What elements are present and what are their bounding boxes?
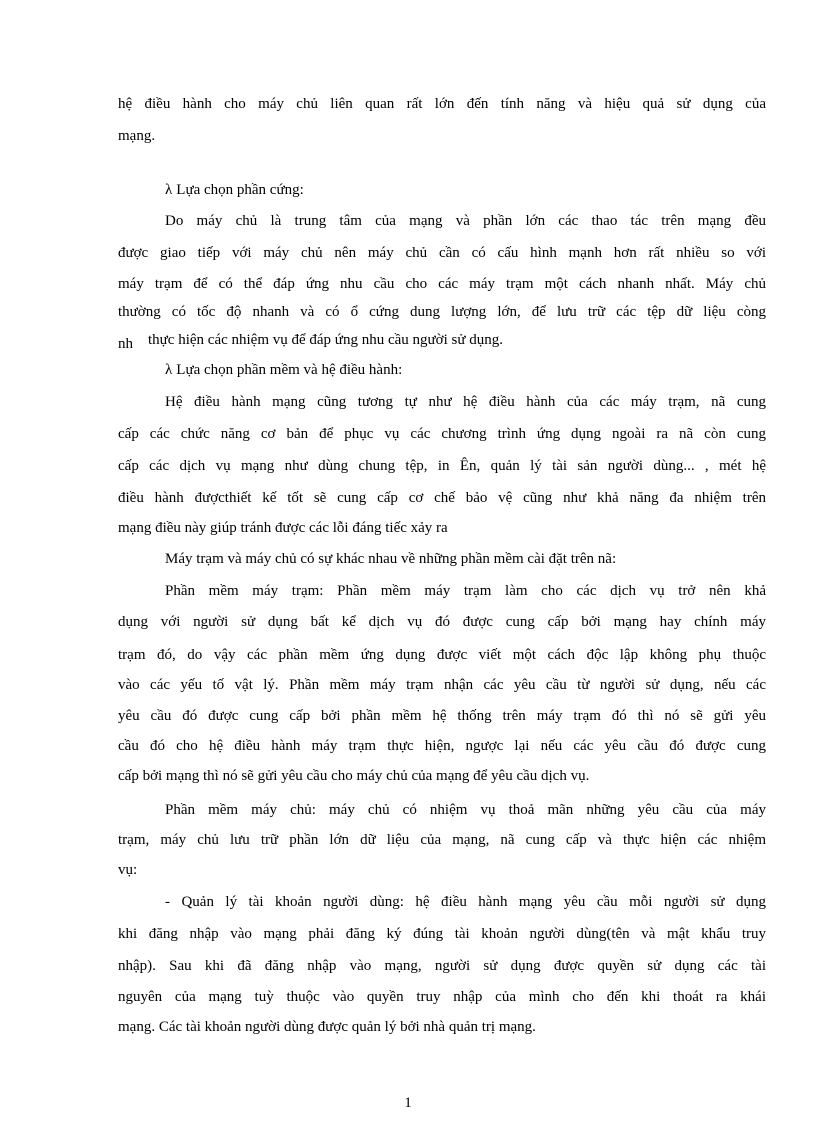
paragraph-line: Máy trạm và máy chủ có sự khác nhau về những phần mềm cài đặt trên nã: (165, 551, 617, 567)
paragraph-line: máy trạm để có thể đáp ứng nhu cầu cho các máy trạm một cách nhanh nhất. Máy chủ (118, 276, 766, 292)
paragraph-line: Do máy chủ là trung tâm của mạng và phần lớn các thao tác trên mạng đều (165, 213, 766, 229)
paragraph-line: hệ điều hành cho máy chủ liên quan rất lớn đến tính năng và hiệu quả sử dụng của (118, 96, 766, 112)
paragraph-line: Hệ điều hành mạng cũng tương tự như hệ điều hành của các máy trạm, nã cung (165, 394, 766, 410)
paragraph-line: mạng điều này giúp tránh được các lỗi đáng tiếc xảy ra (118, 520, 448, 536)
page-number: 1 (404, 1095, 412, 1111)
paragraph-line-fragment: nh (118, 336, 133, 352)
paragraph-line: cấp các chức năng cơ bản để phục vụ các chương trình ứng dụng ngoài ra nã còn cung (118, 426, 766, 442)
paragraph-line: được giao tiếp với máy chủ nên máy chủ cần có cấu hình mạnh hơn rất nhiều so với (118, 245, 766, 261)
paragraph-line: nguyên của mạng tuỳ thuộc vào quyền truy nhập của mình cho đến khi thoát ra khái (118, 989, 766, 1005)
paragraph-line: cấp các dịch vụ mạng như dùng chung tệp, in Ên, quản lý tài sản người dùng... , mét hệ (118, 458, 766, 474)
paragraph-line: khi đăng nhập vào mạng phải đăng ký đúng tài khoản người dùng(tên và mật khẩu truy (118, 926, 766, 942)
bullet-lambda-icon: λ (165, 362, 173, 378)
paragraph-line: thực hiện các nhiệm vụ để đáp ứng nhu cầu người sử dụng. (148, 332, 503, 348)
paragraph-line: trạm, máy chủ lưu trữ phần lớn dữ liệu của mạng, nã cung cấp và thực hiện các nhiệm (118, 832, 766, 848)
paragraph-line: thường có tốc độ nhanh và có ổ cứng dung lượng lớn, để lưu trữ các tệp dữ liệu còng (118, 304, 766, 320)
section-heading-software (165, 360, 402, 380)
paragraph-line: mạng. Các tài khoản người dùng được quản lý bởi nhà quản trị mạng. (118, 1019, 536, 1035)
paragraph-line: vụ: (118, 862, 138, 878)
paragraph-line: nhập). Sau khi đã đăng nhập vào mạng, người sử dụng được quyền sử dụng các tài (118, 958, 766, 974)
paragraph-line: yêu cầu đó được cung cấp bởi phần mềm hệ thống trên máy trạm đó thì nó sẽ gửi yêu (118, 708, 766, 724)
paragraph-line: mạng. (118, 128, 156, 144)
bullet-lambda-icon: λ (165, 182, 173, 198)
paragraph-line: dụng với người sử dụng bất kể dịch vụ đó được cung cấp bởi mạng hay chính máy (118, 614, 766, 630)
paragraph-line: cầu đó cho hệ điều hành máy trạm thực hiện, ngược lại nếu các yêu cầu đó được cung (118, 738, 766, 754)
heading-text: Lựa chọn phần cứng: (176, 182, 304, 198)
heading-text: Lựa chọn phần mềm và hệ điều hành: (176, 362, 403, 378)
paragraph-line: cấp bởi mạng thì nó sẽ gửi yêu cầu cho máy chủ của mạng để yêu cầu dịch vụ. (118, 768, 590, 784)
paragraph-line: Phần mềm máy chủ: máy chủ có nhiệm vụ thoả mãn những yêu cầu của máy (165, 802, 766, 818)
paragraph-line: - Quản lý tài khoản người dùng: hệ điều hành mạng yêu cầu mỗi người sử dụng (165, 894, 766, 910)
paragraph-line: trạm đó, do vậy các phần mềm ứng dụng được viết một cách độc lập không phụ thuộc (118, 647, 766, 663)
section-heading-hardware (165, 180, 304, 200)
paragraph-line: Phần mềm máy trạm: Phần mềm máy trạm làm cho các dịch vụ trở nên khả (165, 583, 766, 599)
paragraph-line: vào các yếu tố vật lý. Phần mềm máy trạm nhận các yêu cầu từ người sử dụng, nếu các (118, 677, 766, 693)
paragraph-line: điều hành đượcthiết kế tốt sẽ cung cấp cơ chế bảo vệ cũng như khả năng đa nhiệm trên (118, 490, 766, 506)
